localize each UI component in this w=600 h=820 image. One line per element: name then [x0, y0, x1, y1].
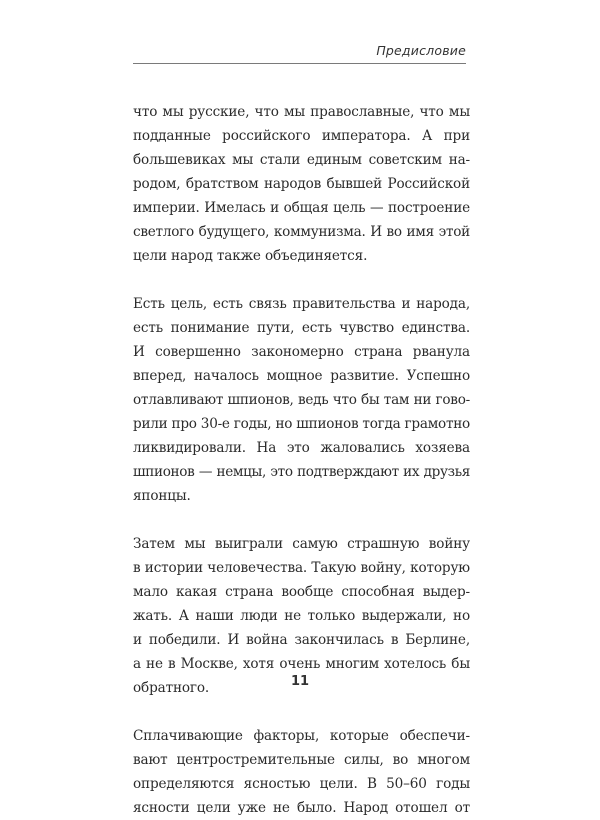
running-head: Предисловие — [376, 43, 466, 58]
paragraph-4 — [133, 724, 470, 820]
text-line: Сплачивающие факторы, которые обеспечи- — [133, 728, 470, 744]
text-line: японцы. — [133, 488, 191, 504]
body-text — [133, 100, 470, 820]
paragraph-1 — [133, 100, 470, 268]
paragraph-gap — [133, 268, 470, 292]
text-line: большевиках мы стали единым советским на- — [133, 152, 470, 168]
text-line: жать. А наши люди не только выдержали, но — [133, 608, 470, 624]
text-line: ясности цели уже не было. Народ отошел от — [133, 800, 470, 816]
paragraph-gap — [133, 700, 470, 724]
paragraph-gap — [133, 508, 470, 532]
text-line: обратного. — [133, 680, 210, 696]
text-line: империи. Имелась и общая цель — построение — [133, 200, 470, 216]
text-line: И совершенно закономерно страна рванула — [133, 344, 470, 360]
text-line: цели народ также объединяется. — [133, 248, 368, 264]
text-line: что мы русские, что мы православные, что мы — [133, 104, 470, 120]
header-rule — [133, 63, 466, 64]
text-line: подданные российского императора. А при — [133, 128, 470, 144]
text-line: шпионов — немцы, это подтверждают их друзья — [133, 464, 470, 480]
text-line: Есть цель, есть связь правительства и народа, — [133, 296, 470, 312]
text-line: вают центростремительные силы, во многом — [133, 752, 470, 768]
page-number: 11 — [290, 674, 310, 689]
text-line: а не в Москве, хотя очень многим хотелось бы — [133, 656, 470, 672]
text-line: отлавливают шпионов, ведь что бы там ни гово- — [133, 392, 470, 408]
text-line: рили про 30-е годы, но шпионов тогда грамотно — [133, 416, 470, 432]
text-line: и победили. И война закончилась в Берлине, — [133, 632, 470, 648]
text-line: в истории человечества. Такую войну, которую — [133, 560, 470, 576]
text-line: есть понимание пути, есть чувство единства. — [133, 320, 470, 336]
paragraph-2 — [133, 292, 470, 508]
text-line: светлого будущего, коммунизма. И во имя этой — [133, 224, 470, 240]
text-line: Затем мы выиграли самую страшную войну — [133, 536, 470, 552]
text-line: ликвидировали. На это жаловались хозяева — [133, 440, 470, 456]
text-line: мало какая страна вообще способная выдер- — [133, 584, 470, 600]
text-line: родом, братством народов бывшей Российской — [133, 176, 470, 192]
text-line: определяются ясностью цели. В 50–60 годы — [133, 776, 470, 792]
text-line: вперед, началось мощное развитие. Успешно — [133, 368, 470, 384]
